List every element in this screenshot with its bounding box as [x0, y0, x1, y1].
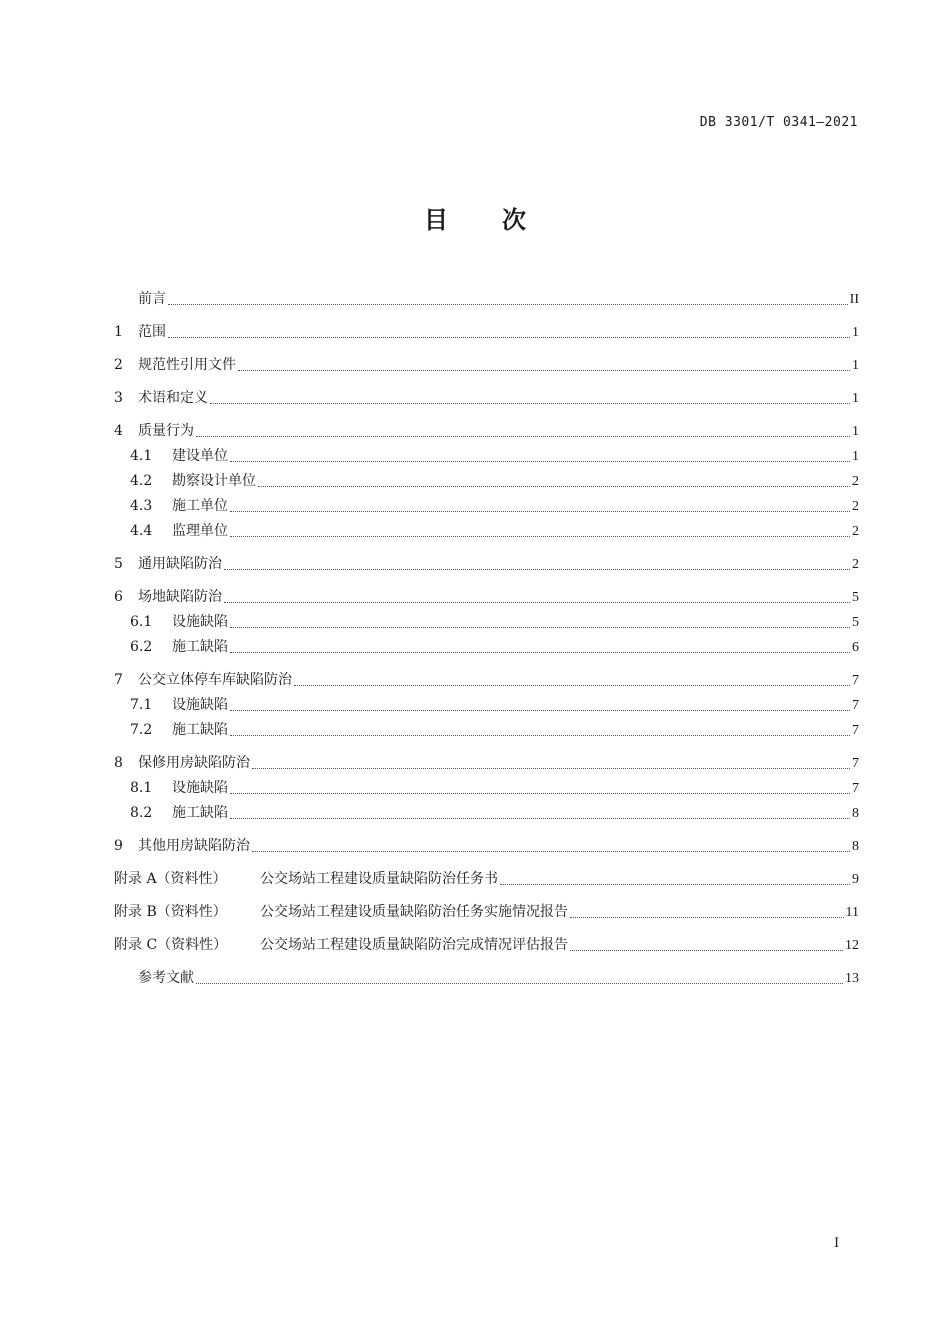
- dot-leader: [230, 792, 850, 794]
- toc-entry[interactable]: [114, 802, 859, 825]
- toc-entry-title: 施工缺陷: [172, 639, 228, 655]
- toc-entry-number: 6: [114, 589, 123, 605]
- toc-entry-number: 7.2: [130, 722, 153, 738]
- toc-entry-number: 附录 B（资料性）: [114, 904, 227, 920]
- dot-leader: [230, 510, 850, 512]
- toc-entry[interactable]: [114, 694, 859, 717]
- dot-leader: [224, 601, 850, 603]
- toc-entry-title: 前言: [138, 291, 166, 307]
- toc-entry-title: 施工缺陷: [172, 805, 228, 821]
- toc-entry-number: 6.1: [130, 614, 153, 630]
- dot-leader: [168, 303, 848, 305]
- toc-entry-title: 施工单位: [172, 498, 228, 514]
- toc-entry-number: 1: [114, 324, 123, 340]
- toc-entry-page: 1: [852, 358, 859, 373]
- dot-leader: [570, 949, 843, 951]
- toc-entry-title: 通用缺陷防治: [138, 556, 222, 572]
- toc-entry-number: 附录 A（资料性）: [114, 871, 227, 887]
- table-of-contents: [114, 288, 859, 990]
- toc-entry-title: 监理单位: [172, 523, 228, 539]
- toc-entry-page: 7: [852, 781, 859, 796]
- page-title: 目次: [424, 206, 580, 234]
- toc-entry-number: 4.1: [130, 448, 153, 464]
- document-code: DB 3301/T 0341—2021: [699, 115, 858, 130]
- toc-entry-title: 其他用房缺陷防治: [138, 838, 250, 854]
- toc-entry-title: 公交场站工程建设质量缺陷防治任务书: [260, 871, 498, 887]
- toc-entry-page: 7: [852, 723, 859, 738]
- toc-entry-number: 7: [114, 672, 123, 688]
- toc-entry[interactable]: [114, 387, 859, 410]
- toc-entry-number: 4.2: [130, 473, 153, 489]
- dot-leader: [570, 916, 844, 918]
- toc-entry[interactable]: [114, 354, 859, 377]
- dot-leader: [196, 982, 843, 984]
- toc-entry-title: 规范性引用文件: [138, 357, 236, 373]
- toc-entry[interactable]: [114, 495, 859, 518]
- toc-entry[interactable]: [114, 420, 859, 443]
- dot-leader: [294, 684, 850, 686]
- toc-entry-number: 4.4: [130, 523, 153, 539]
- dot-leader: [230, 535, 850, 537]
- dot-leader: [252, 850, 850, 852]
- toc-entry-number: 附录 C（资料性）: [114, 937, 228, 953]
- toc-entry-title: 公交立体停车库缺陷防治: [138, 672, 292, 688]
- toc-entry-title: 场地缺陷防治: [138, 589, 222, 605]
- toc-entry-number: 4.3: [130, 498, 153, 514]
- dot-leader: [230, 734, 850, 736]
- toc-entry-number: 8.1: [130, 780, 153, 796]
- toc-entry-page: 6: [852, 640, 859, 655]
- toc-entry-page: 1: [852, 424, 859, 439]
- toc-entry-page: 7: [852, 698, 859, 713]
- toc-entry[interactable]: [114, 719, 859, 742]
- toc-entry-title: 术语和定义: [138, 390, 208, 406]
- toc-entry-page: 11: [845, 905, 859, 920]
- dot-leader: [500, 883, 850, 885]
- toc-entry-title: 设施缺陷: [172, 614, 228, 630]
- toc-entry[interactable]: [114, 835, 859, 858]
- dot-leader: [224, 568, 850, 570]
- toc-entry-page: 1: [852, 449, 859, 464]
- toc-entry[interactable]: [114, 288, 859, 311]
- toc-entry-page: 7: [852, 673, 859, 688]
- toc-entry-page: 2: [852, 474, 859, 489]
- toc-entry-number: 7.1: [130, 697, 153, 713]
- toc-entry-title: 范围: [138, 324, 166, 340]
- toc-entry-page: 12: [845, 938, 859, 953]
- toc-entry[interactable]: [114, 586, 859, 609]
- toc-entry-title: 质量行为: [138, 423, 194, 439]
- page-number: I: [834, 1236, 840, 1251]
- toc-entry-page: 2: [852, 499, 859, 514]
- toc-entry-title: 参考文献: [138, 970, 194, 986]
- toc-entry-number: 9: [114, 838, 123, 854]
- dot-leader: [230, 651, 850, 653]
- toc-entry-title: 公交场站工程建设质量缺陷防治任务实施情况报告: [260, 904, 568, 920]
- dot-leader: [230, 460, 850, 462]
- toc-entry[interactable]: [114, 868, 859, 891]
- toc-entry[interactable]: [114, 553, 859, 576]
- toc-entry[interactable]: [114, 321, 859, 344]
- toc-entry[interactable]: [114, 967, 859, 990]
- toc-entry-page: II: [849, 292, 859, 307]
- toc-entry[interactable]: [114, 470, 859, 493]
- dot-leader: [258, 485, 850, 487]
- toc-entry-page: 2: [852, 524, 859, 539]
- dot-leader: [230, 626, 850, 628]
- toc-entry[interactable]: [114, 520, 859, 543]
- toc-entry-page: 8: [852, 839, 859, 854]
- toc-entry-number: 8: [114, 755, 123, 771]
- dot-leader: [238, 369, 850, 371]
- toc-entry[interactable]: [114, 934, 859, 957]
- dot-leader: [252, 767, 850, 769]
- toc-entry[interactable]: [114, 611, 859, 634]
- toc-entry[interactable]: [114, 669, 859, 692]
- toc-entry-number: 4: [114, 423, 123, 439]
- toc-entry-page: 1: [852, 391, 859, 406]
- toc-entry-page: 1: [852, 325, 859, 340]
- toc-entry-number: 6.2: [130, 639, 153, 655]
- toc-entry-page: 2: [852, 557, 859, 572]
- toc-entry-page: 8: [852, 806, 859, 821]
- toc-entry-page: 9: [852, 872, 859, 887]
- toc-entry-number: 2: [114, 357, 123, 373]
- toc-entry[interactable]: [114, 636, 859, 659]
- toc-entry-page: 5: [852, 615, 859, 630]
- toc-entry-title: 勘察设计单位: [172, 473, 256, 489]
- toc-entry[interactable]: [114, 752, 859, 775]
- dot-leader: [230, 709, 850, 711]
- dot-leader: [196, 435, 850, 437]
- dot-leader: [168, 336, 850, 338]
- toc-entry-title: 施工缺陷: [172, 722, 228, 738]
- toc-entry-title: 设施缺陷: [172, 697, 228, 713]
- toc-entry[interactable]: [114, 777, 859, 800]
- toc-entry-title: 建设单位: [172, 448, 228, 464]
- toc-entry-number: 5: [114, 556, 123, 572]
- dot-leader: [210, 402, 850, 404]
- toc-entry-title: 保修用房缺陷防治: [138, 755, 250, 771]
- toc-entry[interactable]: [114, 901, 859, 924]
- toc-entry-page: 7: [852, 756, 859, 771]
- toc-entry-title: 公交场站工程建设质量缺陷防治完成情况评估报告: [260, 937, 568, 953]
- toc-entry[interactable]: [114, 445, 859, 468]
- dot-leader: [230, 817, 850, 819]
- toc-entry-number: 8.2: [130, 805, 153, 821]
- toc-entry-page: 13: [845, 971, 859, 986]
- toc-entry-number: 3: [114, 390, 123, 406]
- toc-entry-title: 设施缺陷: [172, 780, 228, 796]
- toc-entry-page: 5: [852, 590, 859, 605]
